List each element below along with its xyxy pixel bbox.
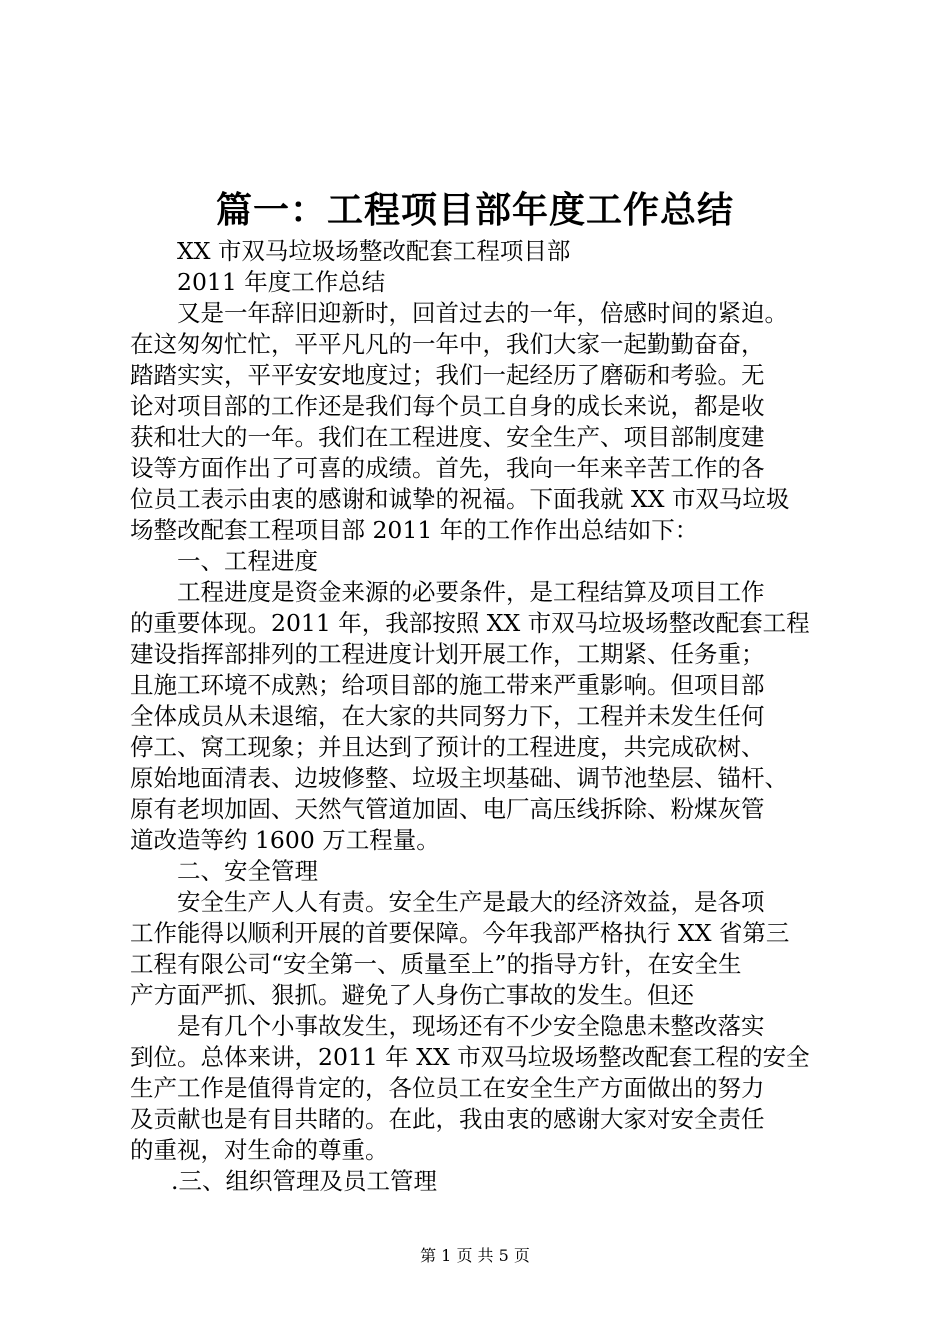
text-line: 全体成员从未退缩，在大家的共同努力下，工程并未发生任何 xyxy=(130,702,765,730)
document-title: 篇一：工程项目部年度工作总结 xyxy=(215,189,734,231)
page-footer: 第 1 页 共 5 页 xyxy=(420,1246,530,1265)
text-line: 建设指挥部排列的工程进度计划开展工作，工期紧、任务重； xyxy=(130,640,765,668)
text-line: 2011 年度工作总结 xyxy=(177,268,386,296)
text-line: 又是一年辞旧迎新时，回首过去的一年，倍感时间的紧迫。 xyxy=(177,299,788,327)
text-line: 二、安全管理 xyxy=(177,857,318,885)
text-line: 原有老坝加固、天然气管道加固、电厂高压线拆除、粉煤灰管 xyxy=(130,795,765,823)
text-line: 及贡献也是有目共睹的。在此，我由衷的感谢大家对安全责任 xyxy=(130,1105,765,1133)
text-line: 设等方面作出了可喜的成绩。首先，我向一年来辛苦工作的各 xyxy=(130,454,765,482)
text-line: 产方面严抓、狠抓。避免了人身伤亡事故的发生。但还 xyxy=(130,981,694,1009)
text-line: 的重要体现。2011 年，我部按照 XX 市双马垃圾场整改配套工程 xyxy=(130,609,810,637)
text-line: 工程有限公司“安全第一、质量至上”的指导方针，在安全生 xyxy=(130,950,742,978)
text-line: 踏踏实实，平平安安地度过；我们一起经历了磨砺和考验。无 xyxy=(130,361,765,389)
text-line: 工作能得以顺利开展的首要保障。今年我部严格执行 XX 省第三 xyxy=(130,919,790,947)
text-line: 道改造等约 1600 万工程量。 xyxy=(130,826,440,854)
text-line: .三、组织管理及员工管理 xyxy=(171,1167,437,1195)
text-line: 原始地面清表、边坡修整、垃圾主坝基础、调节池垫层、锚杆、 xyxy=(130,764,788,792)
text-line: 获和壮大的一年。我们在工程进度、安全生产、项目部制度建 xyxy=(130,423,765,451)
text-line: 场整改配套工程项目部 2011 年的工作作出总结如下： xyxy=(130,516,699,544)
text-line: 停工、窝工现象；并且达到了预计的工程进度，共完成砍树、 xyxy=(130,733,765,761)
text-line: 论对项目部的工作还是我们每个员工自身的成长来说，都是收 xyxy=(130,392,765,420)
text-line: 到位。总体来讲，2011 年 XX 市双马垃圾场整改配套工程的安全 xyxy=(130,1043,810,1071)
text-line: 的重视，对生命的尊重。 xyxy=(130,1136,389,1164)
text-line: 且施工环境不成熟；给项目部的施工带来严重影响。但项目部 xyxy=(130,671,765,699)
text-line: 位员工表示由衷的感谢和诚挚的祝福。下面我就 XX 市双马垃圾 xyxy=(130,485,790,513)
text-line: 安全生产人人有责。安全生产是最大的经济效益，是各项 xyxy=(177,888,765,916)
text-line: 一、工程进度 xyxy=(177,547,318,575)
text-line: 在这匆匆忙忙，平平凡凡的一年中，我们大家一起勤勤奋奋， xyxy=(130,330,765,358)
text-line: 是有几个小事故发生，现场还有不少安全隐患未整改落实 xyxy=(177,1012,765,1040)
document-body xyxy=(130,236,832,1197)
text-line: 工程进度是资金来源的必要条件，是工程结算及项目工作 xyxy=(177,578,765,606)
text-line: 生产工作是值得肯定的，各位员工在安全生产方面做出的努力 xyxy=(130,1074,765,1102)
text-line: XX 市双马垃圾场整改配套工程项目部 xyxy=(177,237,571,265)
